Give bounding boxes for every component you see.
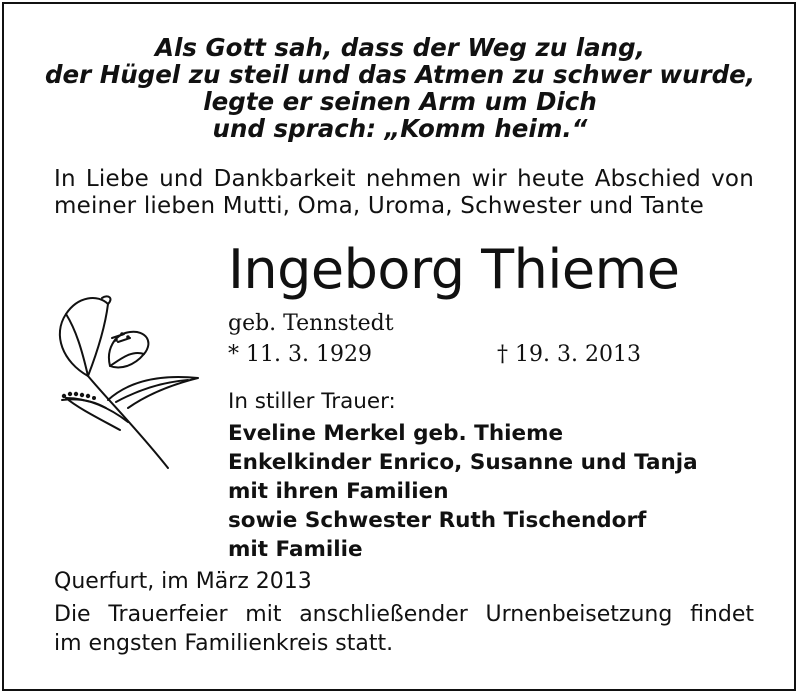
intro-line: In Liebe und Dankbarkeit nehmen wir heute Abschied von	[54, 166, 754, 192]
mourning-heading: In stiller Trauer:	[228, 389, 396, 414]
place-date: Querfurt, im März 2013	[54, 569, 312, 594]
intro-text	[54, 166, 754, 220]
deceased-name: Ingeborg Thieme	[228, 238, 680, 301]
funeral-notice	[54, 600, 754, 658]
funeral-line: im engsten Familienkreis statt.	[54, 631, 394, 656]
birth-date: * 11. 3. 1929	[228, 342, 372, 367]
mourners-list	[228, 419, 698, 564]
mourner-line: Enkelkinder Enrico, Susanne und Tanja	[228, 450, 698, 475]
mourner-line: sowie Schwester Ruth Tischendorf	[228, 508, 647, 533]
maiden-name: geb. Tennstedt	[228, 311, 394, 336]
poem-line: Als Gott sah, dass der Weg zu lang,	[155, 33, 645, 62]
funeral-line: Die Trauerfeier mit anschließender Urnenbeisetzung findet	[54, 602, 754, 627]
mourner-line: mit ihren Familien	[228, 479, 449, 504]
mourner-line: mit Familie	[228, 537, 363, 562]
poem-line: legte er seinen Arm um Dich	[203, 87, 597, 116]
intro-line: meiner lieben Mutti, Oma, Uroma, Schwester und Tante	[54, 193, 704, 219]
poem-line: der Hügel zu steil und das Atmen zu schwer wurde,	[44, 60, 756, 89]
mourner-line: Eveline Merkel geb. Thieme	[228, 421, 564, 446]
death-date: † 19. 3. 2013	[497, 342, 641, 367]
calla-lily-icon	[48, 290, 218, 470]
poem	[0, 34, 800, 142]
poem-line: und sprach: „Komm heim.“	[212, 114, 588, 143]
